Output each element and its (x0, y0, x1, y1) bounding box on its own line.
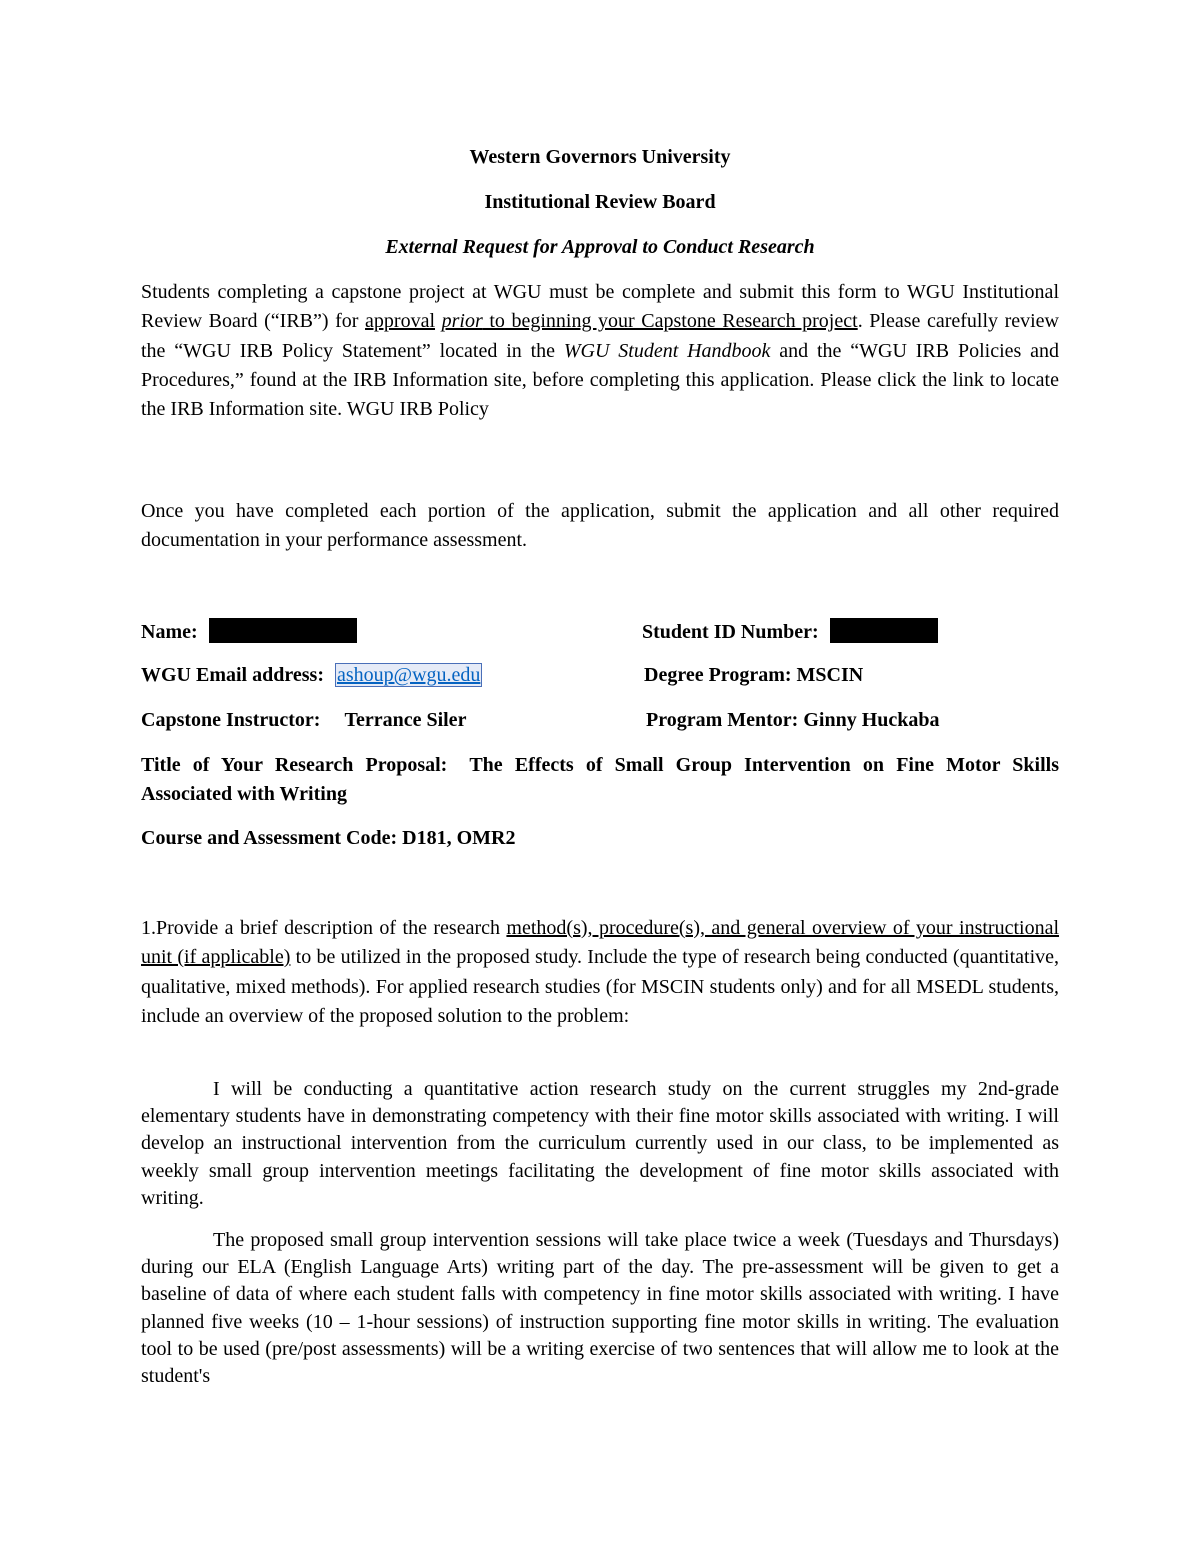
proposal-label: Title of Your Research Proposal: (141, 754, 448, 776)
proposal-value: The Effects of Small Group Intervention on Fine Motor Skills Associated with Writing (141, 754, 1060, 805)
email-link[interactable]: ashoup@wgu.edu (336, 664, 481, 686)
student-handbook-text: WGU Student Handbook (563, 339, 771, 362)
degree-program: Degree Program: MSCIN (644, 664, 864, 686)
student-id-label: Student ID Number: (642, 621, 819, 643)
beginning-text: to beginning your Capstone Research project (482, 310, 858, 333)
instructor-value: Terrance Siler (344, 709, 467, 731)
board-heading: Institutional Review Board (484, 191, 716, 213)
program-mentor: Program Mentor: Ginny Huckaba (646, 709, 940, 731)
answer-paragraph-1: I will be conducting a quantitative action research study on the current struggles my 2nd-grade elementary students have in demonstrating competency with their fine motor skills associated with writing. I will develop an instructional intervention from the curriculum currently used in our class, to be implemented as weekly small group intervention meetings facilitating the development of fine motor skills associated with writing. (141, 1078, 1059, 1209)
question-1-underlined: method(s), procedure(s), and general overview of your instructional unit (if applicable) (141, 917, 1060, 969)
prior-text: prior (441, 310, 483, 333)
approval-text: approval (365, 310, 436, 333)
name-field (141, 618, 357, 644)
university-heading: Western Governors University (469, 146, 731, 168)
question-1: 1.Provide a brief description of the research method(s), procedure(s), and general overview of your instructional unit (if applicable) to be utilized in the proposed study. Include the type of research being conducted (quantitative, qualitative, mixed methods). For applied research studies (for MSCIN students only) and for all MSEDL students, include an overview of the proposed solution to the problem: (141, 917, 1060, 1027)
email-field (141, 663, 482, 687)
proposal-title (141, 751, 1059, 809)
course-assessment-code: Course and Assessment Code: D181, OMR2 (141, 827, 516, 849)
submission-paragraph: Once you have completed each portion of the application, submit the application and all other required documentation in your performance assessment. (141, 500, 1059, 552)
name-label: Name: (141, 621, 198, 643)
name-redaction (209, 618, 357, 643)
answer-paragraph-2: The proposed small group intervention sessions will take place twice a week (Tuesdays and Thursdays) during our ELA (English Language Arts) writing part of the day. The pre-assessment will be given to get a baseline of data of where each student falls with competency in fine motor skills associated with writing. I have planned five weeks (10 – 1-hour sessions) of instruction supporting fine motor skills in writing. The evaluation tool to be used (pre/post assessments) will be a writing exercise of two sentences that will allow me to look at the student's (141, 1229, 1059, 1388)
intro-paragraph: Students completing a capstone project at WGU must be complete and submit this form to WGU Institutional Review Board (“IRB”) for approval prior to beginning your Capstone Research project. Please carefully review the “WGU IRB Policy Statement” located in the WGU Student Handbook and the “WGU IRB Policies and Procedures,” found at the IRB Information site, before completing this application. Please click the link to locate the IRB Information site. WGU IRB Policy (141, 281, 1060, 421)
instructor-label: Capstone Instructor: (141, 709, 321, 731)
student-id-redaction (830, 618, 938, 643)
instructor-field (141, 708, 466, 732)
student-id-field (642, 618, 938, 644)
email-label: WGU Email address: (141, 664, 324, 686)
form-title: External Request for Approval to Conduct Research (385, 236, 815, 258)
